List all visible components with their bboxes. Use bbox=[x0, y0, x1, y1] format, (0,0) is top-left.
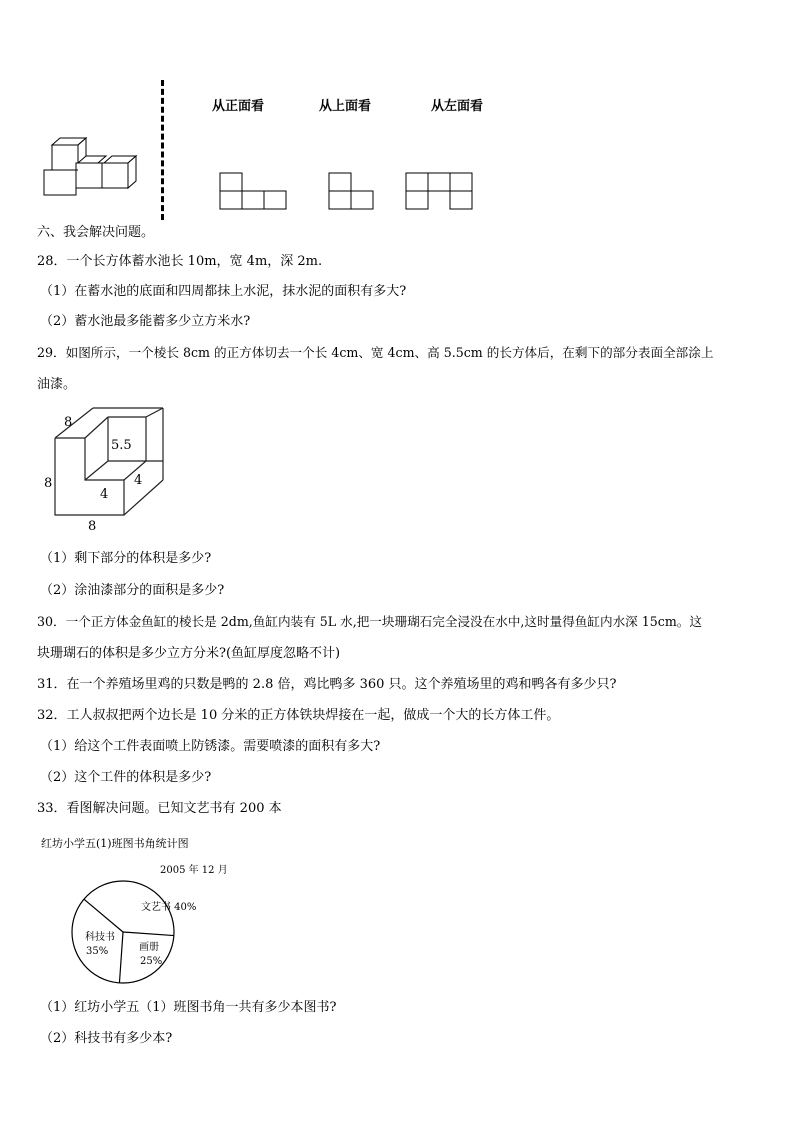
q33-part1: （1）红坊小学五（1）班图书角一共有多少本图书? bbox=[40, 1000, 337, 1015]
q30-line2: 块珊瑚石的体积是多少立方分米?(鱼缸厚度忽略不计) bbox=[37, 646, 341, 661]
label-left-8: 8 bbox=[44, 476, 53, 491]
q33-stem: 33．看图解决问题。已知文艺书有 200 本 bbox=[37, 801, 282, 816]
pie-slice-label: 画册 bbox=[139, 942, 159, 953]
pie-slice-label: 文艺书 40% bbox=[141, 902, 197, 913]
q33-part2: （2）科技书有多少本? bbox=[40, 1031, 173, 1046]
q29-part1: （1）剩下部分的体积是多少? bbox=[40, 551, 212, 566]
left-view-label: 从左面看 bbox=[431, 99, 484, 114]
front-view-grid bbox=[219, 172, 289, 212]
front-view-label: 从正面看 bbox=[212, 99, 265, 114]
q28-part1: （1）在蓄水池的底面和四周都抹上水泥，抹水泥的面积有多大? bbox=[40, 284, 407, 299]
label-inner-b: 4 bbox=[134, 473, 143, 488]
q32-stem: 32．工人叔叔把两个边长是 10 分米的正方体铁块焊接在一起，做成一个大的长方体工件。 bbox=[37, 708, 560, 723]
cube-stack-figure bbox=[40, 125, 140, 200]
q28-stem: 28．一个长方体蓄水池长 10m，宽 4m，深 2m. bbox=[37, 254, 323, 269]
q29-part2: （2）涂油漆部分的面积是多少? bbox=[40, 583, 225, 598]
q29-stem-line1: 29．如图所示，一个棱长 8cm 的正方体切去一个长 4cm、宽 4cm、高 5.5cm 的长方体后，在剩下的部分表面全部涂上 bbox=[37, 345, 714, 360]
label-top-8: 8 bbox=[64, 415, 73, 430]
q28-part2: （2）蓄水池最多能蓄多少立方米水? bbox=[40, 314, 251, 329]
chart-title: 红坊小学五(1)班图书角统计图 bbox=[41, 837, 189, 850]
q29-stem-line2: 油漆。 bbox=[37, 377, 77, 392]
q31-stem: 31．在一个养殖场里鸡的只数是鸭的 2.8 倍，鸡比鸭多 360 只。这个养殖场里的鸡和鸭各有多少只? bbox=[37, 677, 617, 692]
top-view-grid bbox=[328, 172, 378, 212]
pie-slice-percent: 35% bbox=[86, 946, 109, 957]
top-view-label: 从上面看 bbox=[319, 99, 372, 114]
label-inner-height: 5.5 bbox=[111, 438, 132, 453]
label-bottom-8: 8 bbox=[88, 519, 97, 534]
q32-part2: （2）这个工件的体积是多少? bbox=[40, 770, 212, 785]
left-view-grid bbox=[405, 172, 477, 212]
label-inner-a: 4 bbox=[100, 487, 109, 502]
cut-cube-figure bbox=[38, 405, 173, 535]
chart-subtitle: 2005 年 12 月 bbox=[160, 865, 228, 876]
q30-line1: 30．一个正方体金鱼缸的棱长是 2dm,鱼缸内装有 5L 水,把一块珊瑚石完全浸没在水中,这时量得鱼缸内水深 15cm。这 bbox=[37, 614, 702, 629]
q32-part1: （1）给这个工件表面喷上防锈漆。需要喷漆的面积有多大? bbox=[40, 739, 381, 754]
section-heading: 六、我会解决问题。 bbox=[37, 225, 155, 240]
dashed-separator bbox=[161, 80, 164, 220]
pie-slice-percent: 25% bbox=[140, 956, 163, 967]
pie-chart bbox=[60, 878, 197, 988]
pie-slice-label: 科技书 bbox=[85, 932, 115, 943]
